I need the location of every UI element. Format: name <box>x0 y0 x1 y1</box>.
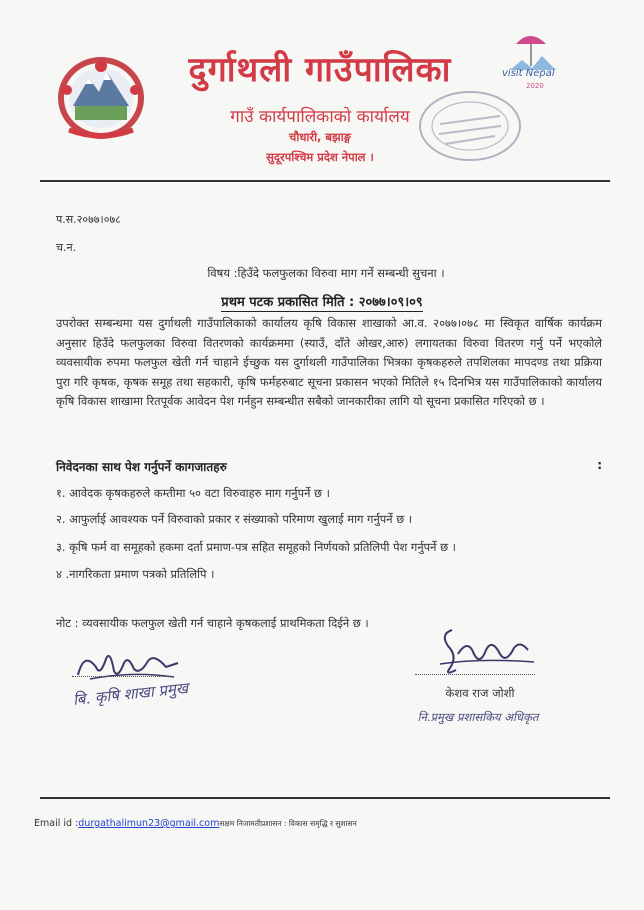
document-item: ४ .नागरिकता प्रमाण पत्रको प्रतिलिपि । <box>56 567 215 581</box>
documents-heading-colon: : <box>597 458 602 472</box>
header-divider <box>40 180 610 182</box>
footer-motto: सक्षम निजामतीप्रशासन : विकास समृद्धि र सुशासन <box>219 819 357 828</box>
right-signature-line <box>415 674 535 675</box>
priority-note: नोट : व्यवसायीक फलफुल खेती गर्न चाहाने कृषकलाई प्राथमिकता दिईने छ । <box>56 616 369 630</box>
document-item: ३. कृषि फर्म वा समूहको हकमा दर्ता प्रमाण-पत्र सहित समूहको निर्णयको प्रतिलिपी पेश गर्नुपर्ने छ । <box>56 540 456 554</box>
publication-date <box>0 292 644 310</box>
address-line-1: चौधारी, बझाङ्ग <box>289 130 351 144</box>
document-item: १. आवेदक कृषकहरुले कम्तीमा ५० वटा विरुवाहरु माग गर्नुपर्ने छ । <box>56 486 330 500</box>
officer-name: केशव राज जोशी <box>445 686 515 700</box>
office-stamp-icon <box>415 86 525 166</box>
dispatch-number: च.न. <box>56 241 77 254</box>
footer <box>34 818 624 829</box>
left-signature-line <box>72 676 172 677</box>
documents-heading-text: निवेदनका साथ पेश गर्नुपर्ने कागजातहरु <box>56 460 227 474</box>
document-item: २. आफुर्लाई आवश्यक पर्ने विरुवाको प्रकार र संख्याको परिमाण खुलाई माग गर्नुपर्ने छ । <box>56 512 413 526</box>
letter-subject: विषय :हिउँदे फलफुलका विरुवा माग गर्ने सम्बन्धी सुचना । <box>207 266 445 280</box>
visit-nepal-year: 2020 <box>526 82 544 90</box>
org-title: दुर्गाथली गाउँपालिका <box>188 50 452 90</box>
visit-nepal-text: visit Nepal <box>502 68 555 79</box>
documents-heading <box>56 458 602 475</box>
visit-nepal-logo <box>496 26 566 92</box>
address-line-2: सुदूरपश्चिम प्रदेश नेपाल । <box>266 150 374 164</box>
right-signature-icon <box>430 620 540 680</box>
reference-number: प.स.२०७७।०७८ <box>56 213 121 226</box>
email-link[interactable]: durgathalimun23@gmail.com <box>78 818 220 829</box>
footer-divider <box>40 797 610 799</box>
notice-body: उपरोक्त सम्बन्धमा यस दुर्गाथली गाउँपालिकाको कार्यालय कृषि विकास शाखाको आ.व. २०७७।०७८ मा स्विकृत वार्षिक कार्यक्रम अनुसार हिउँदे फलफुलका विरुवा वितरणको कार्यक्रममा (स्याउँ, दाँते ओखर,आरु) लगायतका विरुवा वितरण गर्नु पर्ने भएकोले व्यवसायीक रुपमा फलफुल खेती गर्न चाहाने ईच्छुक यस दुर्गाथली गाउँपालिका भित्रका कृषकहरुले तपशिलका मापदण्ड तथा प्रक्रिया पुरा गरि कृषक, कृषक समूह तथा सहकारी, कृषि फर्महरुबाट सूचना प्रकासन भएको मितिले १५ दिनभित्र यस गाउँपालिकाको कार्यालय कृषि विकास शाखामा रितपूर्वक आवेदन पेश गर्नहुन सम्बन्धीत सबैको जानकारीका लागि यो सूचना प्रकासित गरिएको छ । <box>56 316 602 408</box>
office-title: गाउँ कार्यपालिकाको कार्यालय <box>230 107 410 127</box>
publication-date-text: प्रथम पटक प्रकासित मिति : २०७७।०९।०९ <box>221 295 423 310</box>
officer-title: नि.प्रमुख प्रशासकिय अधिकृत <box>417 710 539 724</box>
nepal-emblem-icon <box>55 50 147 140</box>
email-label: Email id : <box>34 818 79 829</box>
handwritten-cc: बि. कृषि शाखा प्रमुख <box>72 678 189 709</box>
